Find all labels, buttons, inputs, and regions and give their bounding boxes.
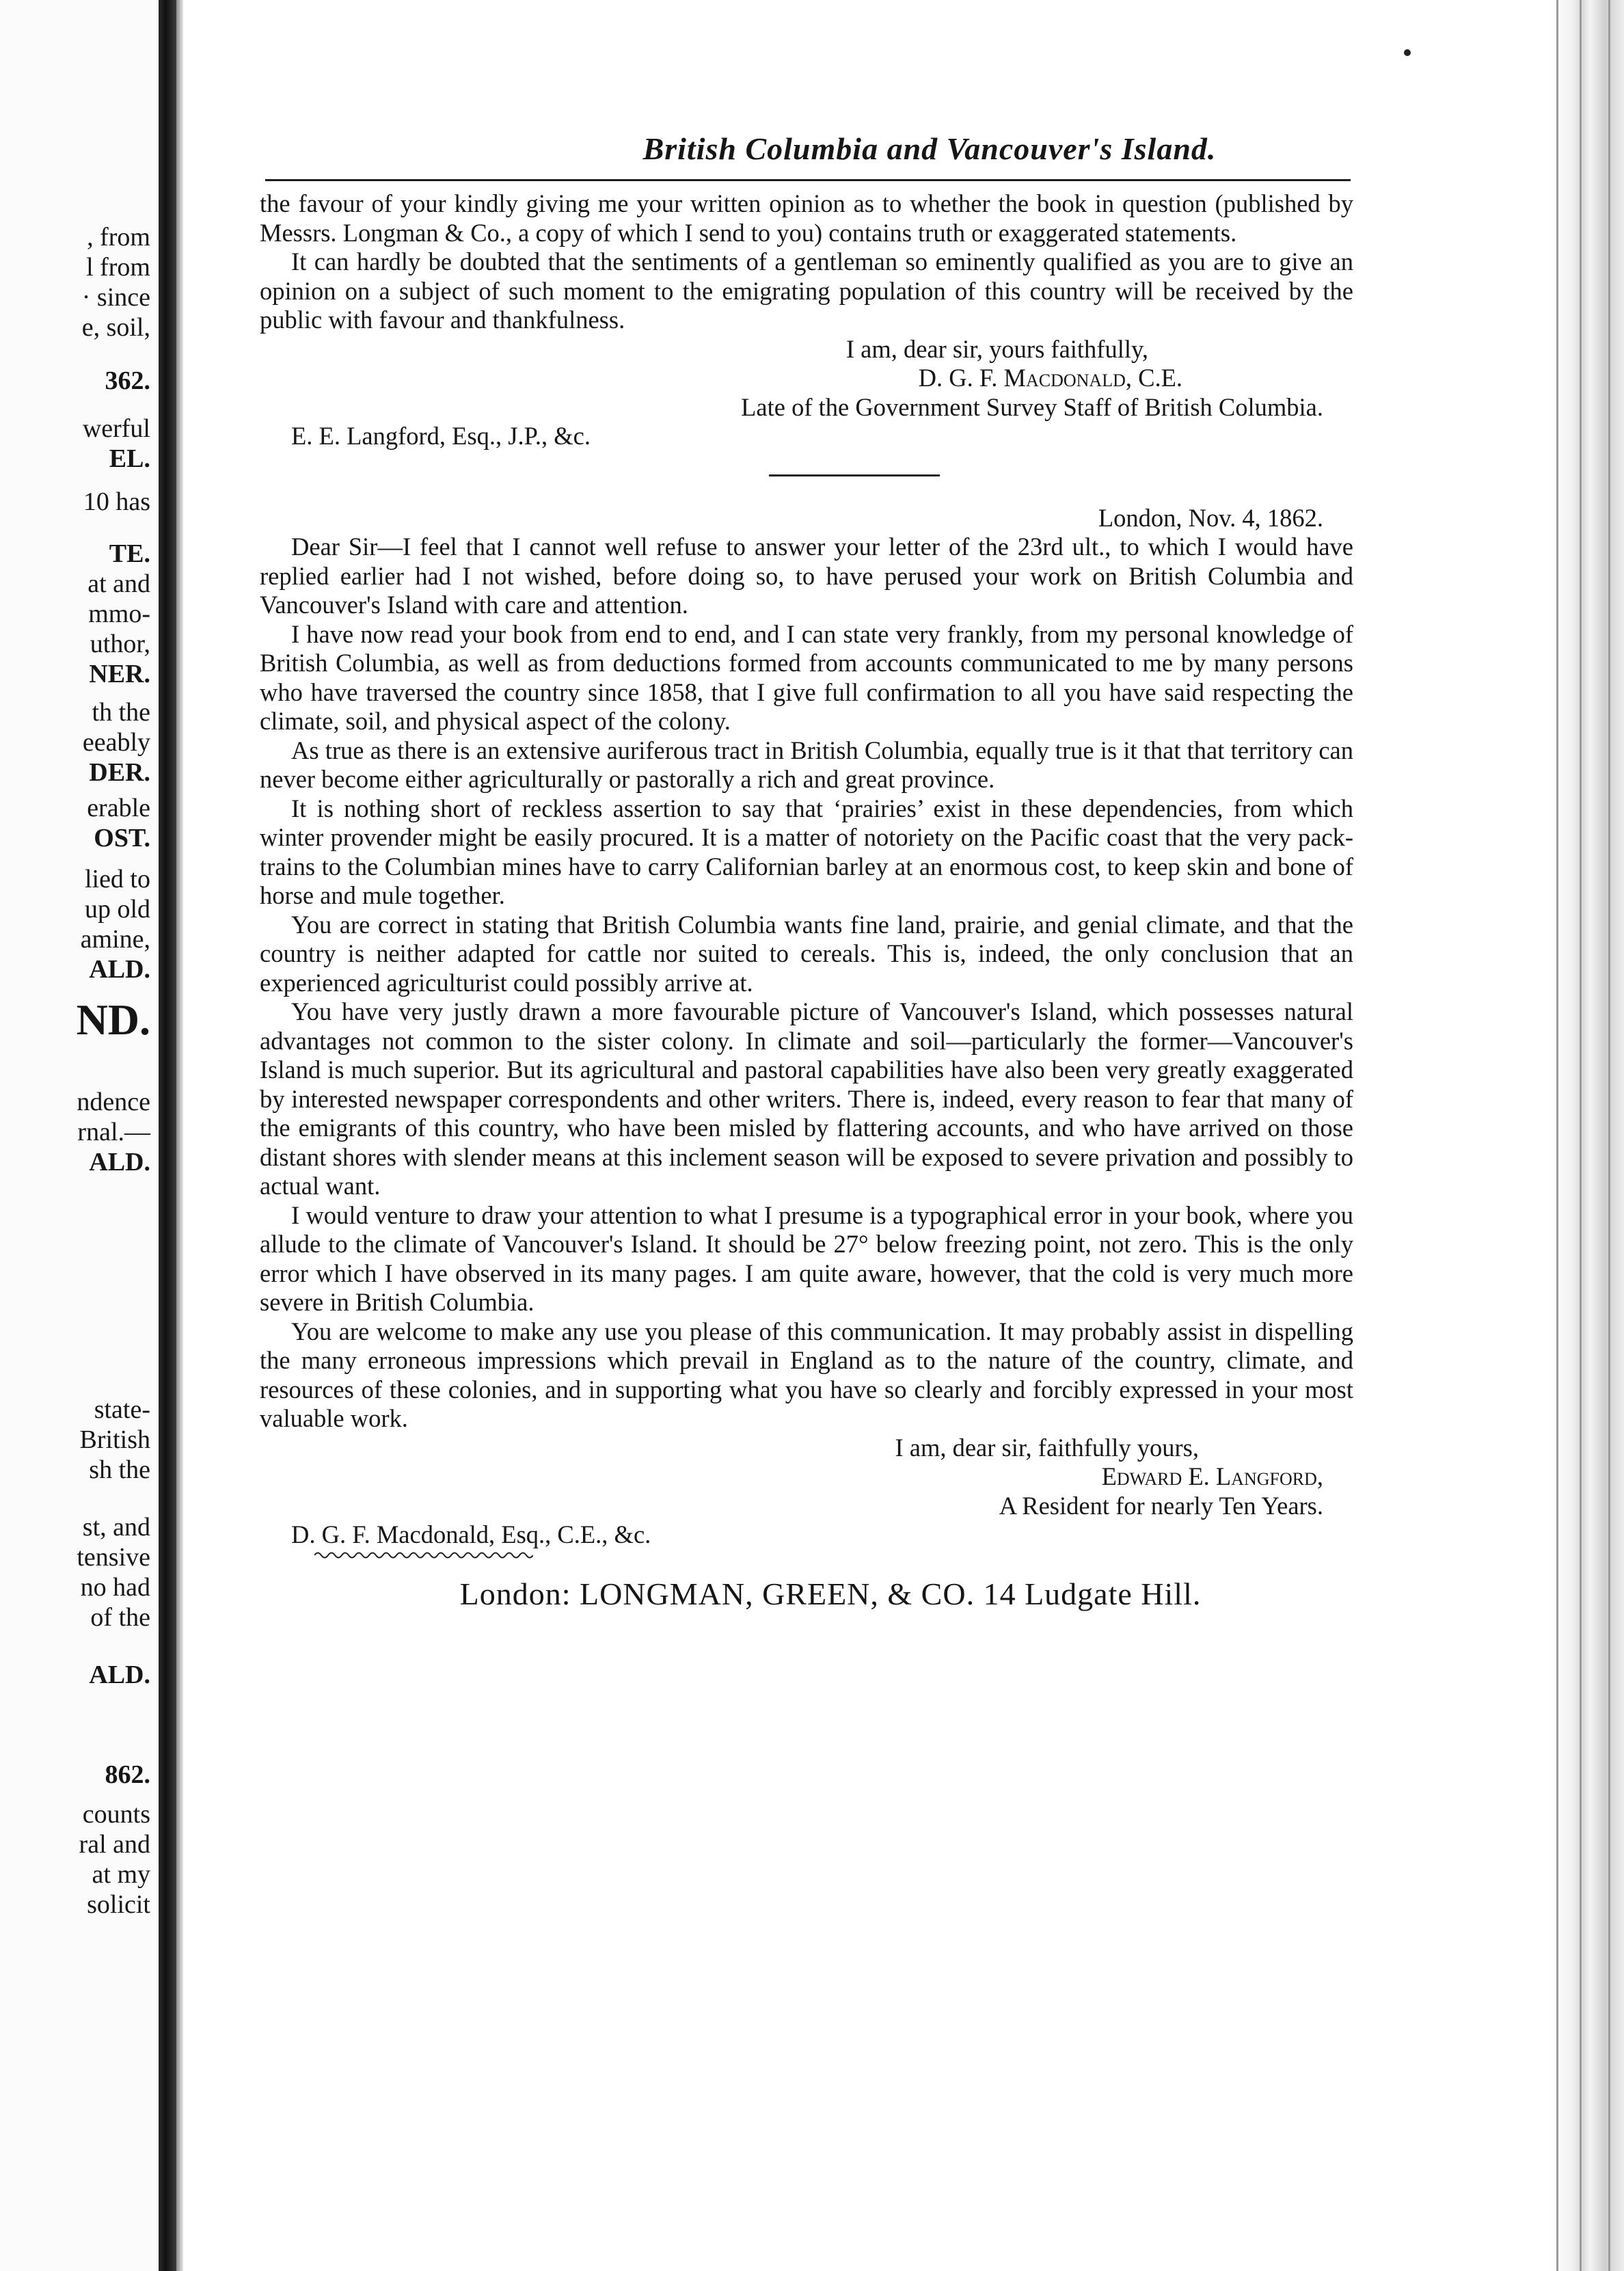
paragraph: Dear Sir—I feel that I cannot well refuse to answer your letter of the 23rd ult., to which I would have replied earlier had I not wished, before doing so, to have perused your work on British Columbia and Vancouver's Island with care and attention.	[260, 533, 1353, 619]
ink-speck	[1404, 49, 1411, 56]
paragraph: You have very justly drawn a more favourable picture of Vancouver's Island, which possesses natural advantages not common to the sister colony. In climate and soil—particularly the former—Vancouver's Island is much superior. But its agricultural and pastoral capabilities have also been very greatly exaggerated by interested newspaper correspondents and other writers. There is, indeed, every reason to fear that many of the emigrants of this country, who have been misled by flattering accounts, and who have arrived on those distant shores with slender means at this inclement season will be exposed to severe privation and possibly to actual want.	[260, 997, 1353, 1200]
fragment-line: ND.	[76, 995, 150, 1044]
fragment-line: l from	[86, 253, 150, 282]
fragment-line: counts	[82, 1800, 150, 1829]
fragment-line: solicit	[87, 1890, 150, 1919]
running-head: British Columbia and Vancouver's Island.	[642, 131, 1217, 166]
paragraph: I have now read your book from end to end, and I can state very frankly, from my personal knowledge of British Columbia, as well as from deductions formed from accounts communicated to me by many persons who have traversed the country since 1858, that I give full confirmation to all you have said respecting the climate, soil, and physical aspect of the colony.	[260, 619, 1353, 735]
fragment-line: mmo-	[88, 600, 150, 628]
fragment-line: ndence	[77, 1088, 150, 1116]
adjacent-page-fragment	[0, 0, 159, 2271]
paragraph: I would venture to draw your attention to what I presume is a typographical error in your book, where you allude to the climate of Vancouver's Island. It should be 27° below freezing point, not zero. This is the only error which I have observed in its many pages. I am quite aware, however, that the cold is very much more severe in British Columbia.	[260, 1200, 1353, 1316]
fragment-line: lied to	[84, 865, 150, 893]
fragment-line: tensive	[77, 1543, 150, 1572]
fragment-line: British	[79, 1425, 150, 1454]
signature-block	[260, 1434, 1353, 1521]
fragment-line: at my	[92, 1860, 150, 1889]
fragment-line: TE.	[109, 539, 150, 568]
signature-block	[260, 335, 1353, 422]
document-page	[260, 130, 1353, 1615]
paragraph: You are correct in stating that British Columbia wants fine land, prairie, and genial climate, and that the country is neither adapted for cattle nor suited to cereals. This is, indeed, the only conclusion that an experienced agriculturist could possibly arrive at.	[260, 910, 1353, 997]
fragment-line: state-	[94, 1395, 150, 1424]
header-rule	[265, 179, 1351, 181]
addressee: E. E. Langford, Esq., J.P., &c.	[291, 422, 591, 450]
fragment-line: sh the	[89, 1455, 150, 1484]
signature-name: Edward E. Langford,	[1101, 1462, 1323, 1490]
paragraph: It can hardly be doubted that the sentiments of a gentleman so eminently qualified as you are to give an opinion on a subject of such moment to the emigrating population of this country will be received by the public with favour and thankfulness.	[260, 247, 1353, 334]
fragment-line: 362.	[105, 366, 150, 395]
fragment-line: werful	[82, 414, 150, 443]
fragment-line: ALD.	[89, 955, 150, 984]
publisher-imprint: London: LONGMAN, GREEN, & CO. 14 Ludgate Hill.	[459, 1576, 1202, 1611]
fragment-line: NER.	[89, 660, 150, 688]
page-edge-stack	[1549, 0, 1624, 2271]
fragment-line: , from	[87, 223, 150, 252]
letter-body	[260, 189, 1353, 1550]
fragment-line: of the	[90, 1603, 150, 1632]
fragment-line: OST.	[94, 824, 150, 852]
signature-title: Late of the Government Survey Staff of British Columbia.	[741, 392, 1323, 421]
fragment-line: ALD.	[89, 1148, 150, 1177]
page-edge-line	[1556, 0, 1558, 2271]
signature-title: A Resident for nearly Ten Years.	[999, 1491, 1323, 1520]
fragment-line: EL.	[109, 444, 150, 473]
addressee: D. G. F. Macdonald, Esq., C.E., &c.	[291, 1520, 651, 1548]
fragment-line: erable	[87, 794, 150, 822]
fragment-line: DER.	[89, 758, 150, 787]
page-edge-line	[1580, 0, 1582, 2271]
fragment-line: ALD.	[89, 1661, 150, 1689]
fragment-line: up old	[84, 895, 150, 924]
fragment-line: eeably	[82, 728, 150, 757]
wavy-divider	[314, 1550, 533, 1561]
closing-line: I am, dear sir, yours faithfully,	[845, 334, 1148, 363]
separator-rule	[769, 474, 940, 476]
paragraph: As true as there is an extensive auriferous tract in British Columbia, equally true is it that that territory can never become either agriculturally or pastorally a rich and great province.	[260, 736, 1353, 793]
fragment-line: th the	[92, 698, 150, 727]
fragment-line: rnal.—	[77, 1118, 150, 1146]
fragment-line: amine,	[80, 925, 150, 954]
fragment-line: e, soil,	[81, 313, 150, 342]
paragraph: It is nothing short of reckless assertion to say that ‘prairies’ exist in these dependencies, from which winter provender might be easily procured. It is a matter of notoriety on the Pacific coast that the very pack-trains to the Columbian mines have to carry Californian barley at an enormous cost, to keep skin and bone of horse and mule together.	[260, 794, 1353, 909]
letter-macdonald	[260, 189, 1353, 451]
page-edge-line	[1608, 0, 1610, 2271]
letter-langford	[260, 504, 1353, 1550]
fragment-line: uthor,	[90, 630, 150, 658]
paragraph: the favour of your kindly giving me your written opinion as to whether the book in question (published by Messrs. Longman & Co., a copy of which I send to you) contains truth or exaggerated statements.	[260, 189, 1353, 247]
closing-line: I am, dear sir, faithfully yours,	[895, 1433, 1199, 1462]
fragment-line: at and	[87, 569, 150, 598]
book-gutter-shadow	[159, 0, 176, 2271]
fragment-line: no had	[80, 1573, 150, 1602]
fragment-line: · since	[81, 283, 150, 312]
fragment-line: 862.	[105, 1760, 150, 1789]
paragraph: You are welcome to make any use you please of this communication. It may probably assist in dispelling the many erroneous impressions which prevail in England as to the nature of the country, climate, and resources of these colonies, and in supporting what you have so clearly and forcibly expressed in your most valuable work.	[260, 1317, 1353, 1432]
fragment-line: ral and	[79, 1830, 150, 1859]
fragment-line: st, and	[82, 1513, 150, 1542]
book-gutter-highlight	[176, 0, 183, 2271]
dateline: London, Nov. 4, 1862.	[1098, 503, 1323, 532]
fragment-line: 10 has	[83, 487, 150, 516]
signature-name: D. G. F. Macdonald, C.E.	[918, 364, 1182, 392]
